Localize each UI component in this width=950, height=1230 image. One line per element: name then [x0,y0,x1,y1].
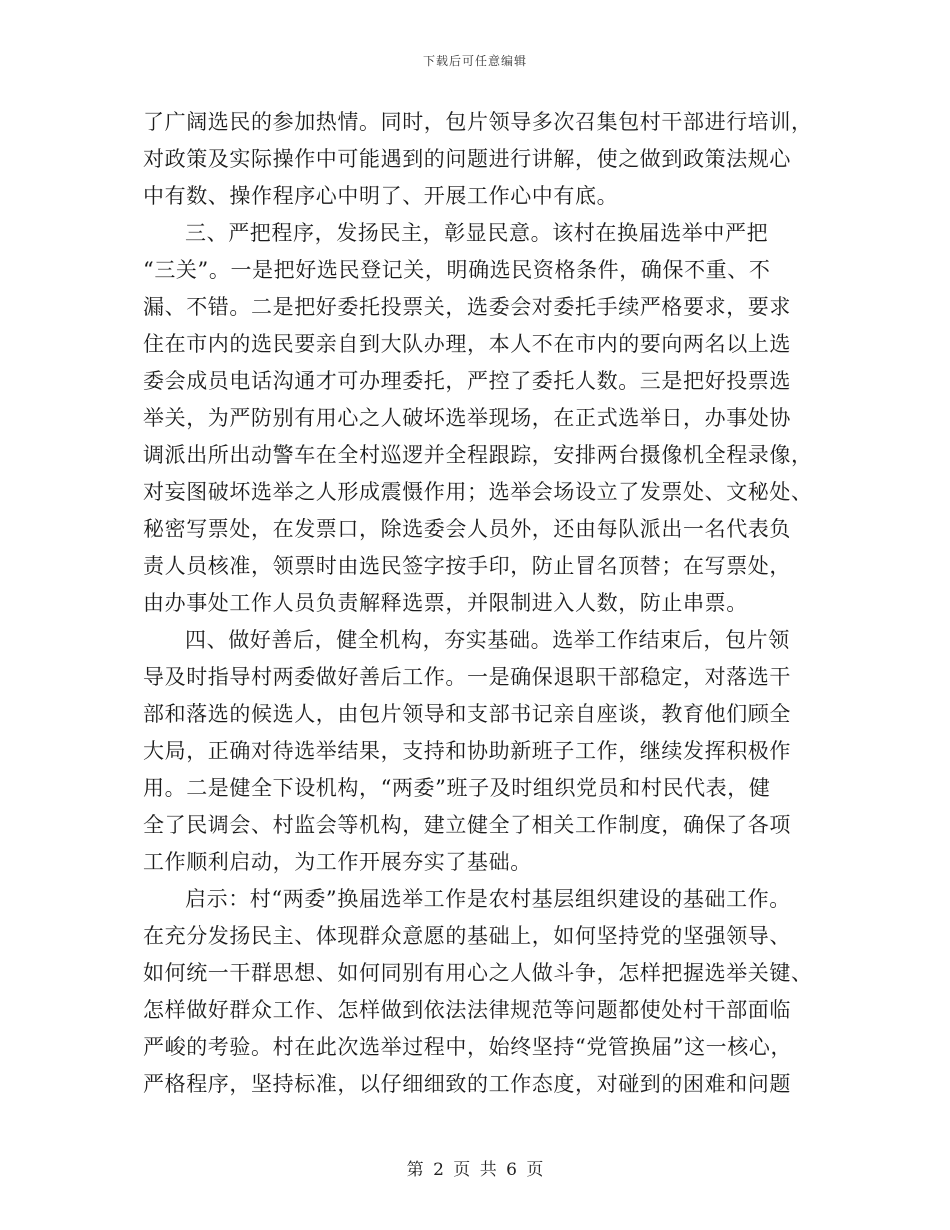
insight-heading-line: 启示：村“两委”换届选举工作是农村基层组织建设的基础工作。 [185,887,791,911]
text-line: 对妄图破坏选举之人形成震慑作用；选举会场设立了发票处、文秘处、 [143,480,813,504]
text-line: 举关，为严防别有用心之人破坏选举现场，在正式选举日，办事处协 [143,406,791,430]
text-line: 大局，正确对待选举结果，支持和协助新班子工作，继续发挥积极作 [143,739,791,763]
text-line: 在充分发扬民主、体现群众意愿的基础上，如何坚持党的坚强领导、 [143,924,791,948]
text-line: “三关”。一是把好选民登记关，明确选民资格条件，确保不重、不 [143,258,771,282]
text-line: 漏、不错。二是把好委托投票关，选委会对委托手续严格要求，要求 [143,295,791,319]
text-line: 秘密写票处，在发票口，除选委会人员外，还由每队派出一名代表负 [143,517,791,541]
text-line: 中有数、操作程序心中明了、开展工作心中有底。 [143,184,619,208]
text-line: 委会成员电话沟通才可办理委托，严控了委托人数。三是把好投票选 [143,369,791,393]
section-three-heading-line: 三、严把程序，发扬民主，彰显民意。该村在换届选举中严把 [185,221,769,245]
page-number-footer: 第 2 页 共 6 页 [406,1160,544,1180]
text-line: 全了民调会、村监会等机构，建立健全了相关工作制度，确保了各项 [143,813,791,837]
text-line: 由办事处工作人员负责解释选票，并限制进入人数，防止串票。 [143,591,748,615]
text-line: 部和落选的候选人，由包片领导和支部书记亲自座谈，教育他们顾全 [143,702,791,726]
text-line: 对政策及实际操作中可能遇到的问题进行讲解，使之做到政策法规心 [143,147,791,171]
text-line: 导及时指导村两委做好善后工作。一是确保退职干部稳定，对落选干 [143,665,791,689]
text-line: 住在市内的选民要亲自到大队办理，本人不在市内的要向两名以上选 [143,332,791,356]
text-line: 了广阔选民的参加热情。同时，包片领导多次召集包村干部进行培训， [143,110,813,134]
text-line: 用。二是健全下设机构，“两委”班子及时组织党员和村民代表，健 [143,776,771,800]
text-line: 严格程序，坚持标准，以仔细细致的工作态度，对碰到的困难和问题 [143,1072,791,1096]
text-line: 调派出所出动警车在全村巡逻并全程跟踪，安排两台摄像机全程录像， [143,443,813,467]
text-line: 责人员核准，领票时由选民签字按手印，防止冒名顶替；在写票处， [143,554,791,578]
page-header-note: 下载后可任意编辑 [422,54,527,68]
section-four-heading-line: 四、做好善后，健全机构，夯实基础。选举工作结束后，包片领 [185,628,790,652]
document-body [143,104,815,1103]
text-line: 严峻的考验。村在此次选举过程中，始终坚持“党管换届”这一核心， [143,1035,793,1059]
text-line: 怎样做好群众工作、怎样做到依法法律规范等问题都使处村干部面临 [143,998,791,1022]
text-line: 工作顺利启动，为工作开展夯实了基础。 [143,850,532,874]
text-line: 如何统一干群思想、如何同别有用心之人做斗争，怎样把握选举关键、 [143,961,813,985]
